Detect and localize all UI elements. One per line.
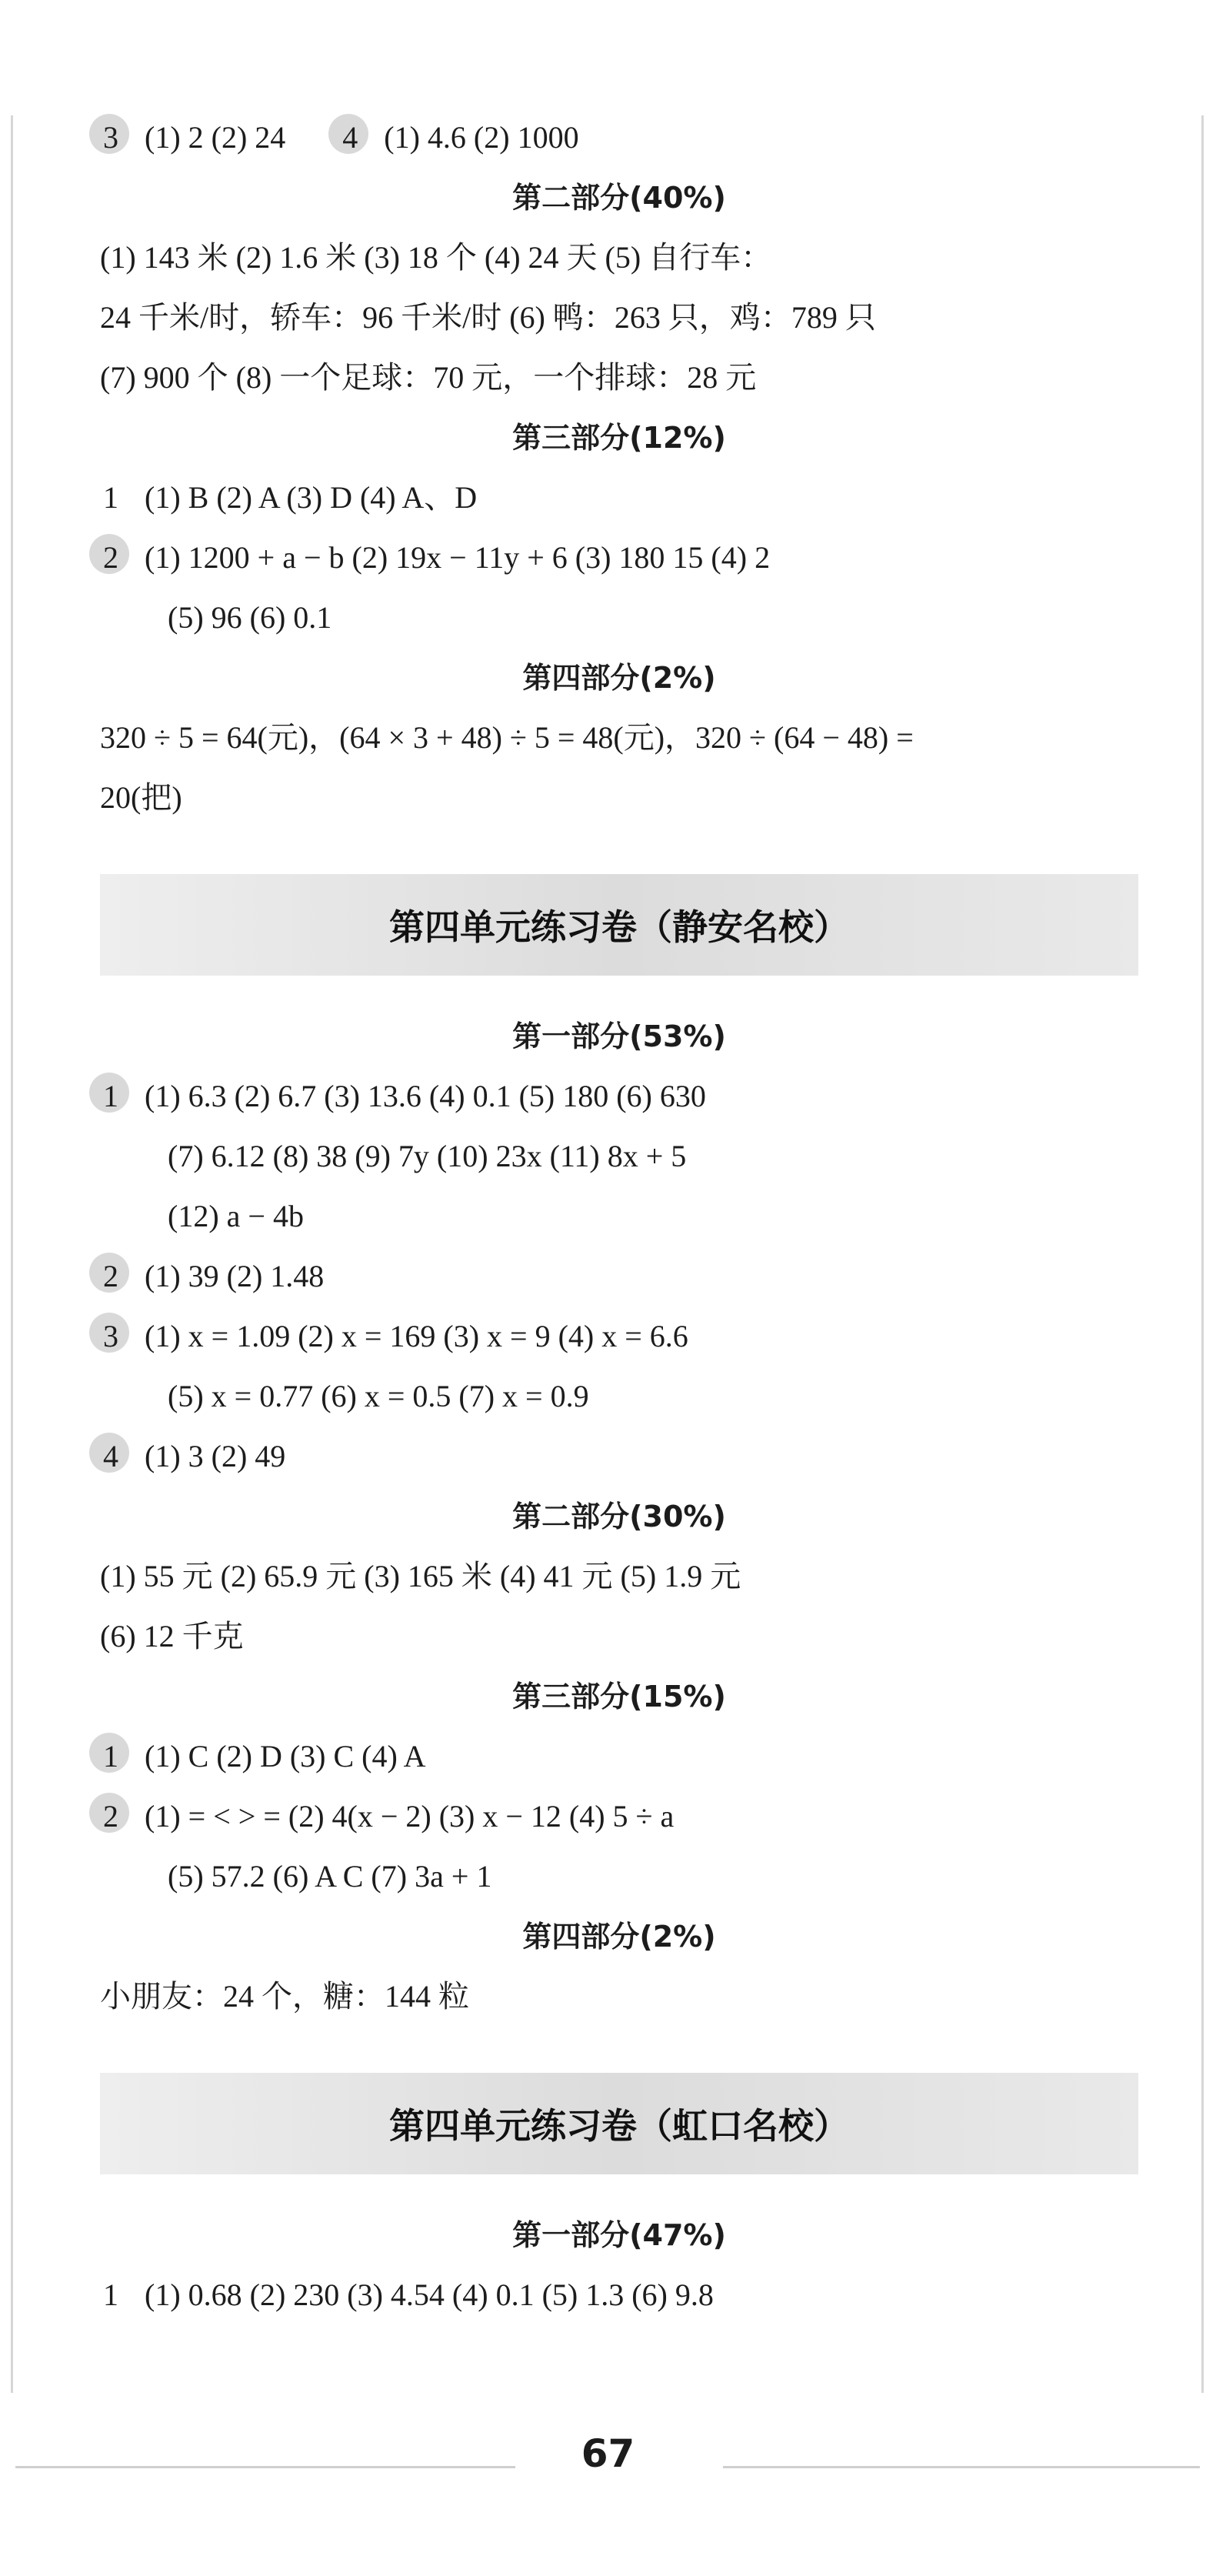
answer-text: (1) 39 (2) 1.48 xyxy=(145,1259,325,1293)
answer-line xyxy=(100,108,1138,168)
question-number: 4 xyxy=(339,108,384,168)
answer-text: (1) 0.68 (2) 230 (3) 4.54 (4) 0.1 (5) 1.3 (6) 9.8 xyxy=(145,2277,714,2312)
answer-text: (1) = < > = (2) 4(x − 2) (3) x − 12 (4) 5 ÷ a xyxy=(145,1799,675,1834)
question-number: 2 xyxy=(100,1246,145,1306)
answer-text: (1) 4.6 (2) 1000 xyxy=(384,120,579,155)
answer-line: (5) 57.2 (6) A C (7) 3a + 1 xyxy=(168,1859,492,1894)
unit-banner xyxy=(100,2073,1138,2174)
answer-line xyxy=(100,2265,1138,2325)
answer-text: (1) C (2) D (3) C (4) A xyxy=(145,1739,426,1774)
question-number: 1 xyxy=(103,2277,118,2312)
answer-line xyxy=(100,1787,1138,1847)
answer-line xyxy=(100,528,1138,588)
part-heading: 第一部分(47%) xyxy=(512,2218,726,2252)
answer-line: (7) 6.12 (8) 38 (9) 7y (10) 23x (11) 8x + 5 xyxy=(168,1139,687,1173)
part-heading: 第三部分(12%) xyxy=(512,421,726,455)
answer-line: (7) 900 个 (8) 一个足球：70 元，一个排球：28 元 xyxy=(100,360,757,395)
answer-line xyxy=(100,1306,1138,1366)
answer-line xyxy=(100,1426,1138,1487)
right-margin-line xyxy=(1201,115,1204,2393)
question-number: 2 xyxy=(100,528,145,588)
part-heading: 第四部分(2%) xyxy=(522,1920,716,1954)
question-number: 2 xyxy=(100,1787,145,1847)
content xyxy=(100,108,1138,2325)
part-heading: 第三部分(15%) xyxy=(512,1680,726,1713)
page-footer xyxy=(0,2424,1216,2516)
answer-text: (1) B (2) A (3) D (4) A、D xyxy=(145,480,478,515)
answer-line: (1) 143 米 (2) 1.6 米 (3) 18 个 (4) 24 天 (5) 自行车： xyxy=(100,240,772,275)
unit-banner xyxy=(100,874,1138,976)
answer-text: (1) 6.3 (2) 6.7 (3) 13.6 (4) 0.1 (5) 180 (6) 630 xyxy=(145,1079,706,1113)
question-number: 3 xyxy=(100,108,145,168)
answer-line: 24 千米/时，轿车：96 千米/时 (6) 鸭：263 只，鸡：789 只 xyxy=(100,300,876,335)
answer-line: 20(把) xyxy=(100,780,182,815)
question-number: 3 xyxy=(100,1306,145,1366)
answer-line: (5) 96 (6) 0.1 xyxy=(168,600,332,635)
part-heading: 第一部分(53%) xyxy=(512,1019,726,1053)
answer-text: (1) 3 (2) 49 xyxy=(145,1439,286,1473)
answer-line xyxy=(100,1246,1138,1306)
question-number: 1 xyxy=(100,1727,145,1787)
left-margin-line xyxy=(11,115,13,2393)
answer-line xyxy=(100,1066,1138,1126)
answer-line: (1) 55 元 (2) 65.9 元 (3) 165 米 (4) 41 元 (5) 1.9 元 xyxy=(100,1559,741,1593)
answer-line: (12) a − 4b xyxy=(168,1199,304,1233)
answer-text: (1) x = 1.09 (2) x = 169 (3) x = 9 (4) x = 6.6 xyxy=(145,1319,688,1353)
unit-title: 第四单元练习卷（静安名校） xyxy=(389,906,849,948)
part-heading: 第四部分(2%) xyxy=(522,661,716,695)
page-number: 67 xyxy=(581,2431,635,2476)
answer-line xyxy=(100,1727,1138,1787)
answer-text: (1) 1200 + a − b (2) 19x − 11y + 6 (3) 180 15 (4) 2 xyxy=(145,540,771,575)
answer-line: (5) x = 0.77 (6) x = 0.5 (7) x = 0.9 xyxy=(168,1379,589,1413)
question-number: 4 xyxy=(100,1426,145,1487)
answer-line: 320 ÷ 5 = 64(元)，(64 × 3 + 48) ÷ 5 = 48(元)，320 ÷ (64 − 48) = xyxy=(100,720,914,755)
answer-line: 小朋友：24 个，糖：144 粒 xyxy=(100,1979,469,2014)
question-number: 1 xyxy=(100,1066,145,1126)
answer-line xyxy=(100,468,1138,528)
unit-title: 第四单元练习卷（虹口名校） xyxy=(389,2105,849,2147)
part-heading: 第二部分(40%) xyxy=(512,181,726,215)
answer-line: (6) 12 千克 xyxy=(100,1619,244,1653)
part-heading: 第二部分(30%) xyxy=(512,1500,726,1533)
question-number: 1 xyxy=(103,480,118,515)
answer-text: (1) 2 (2) 24 xyxy=(145,120,286,155)
